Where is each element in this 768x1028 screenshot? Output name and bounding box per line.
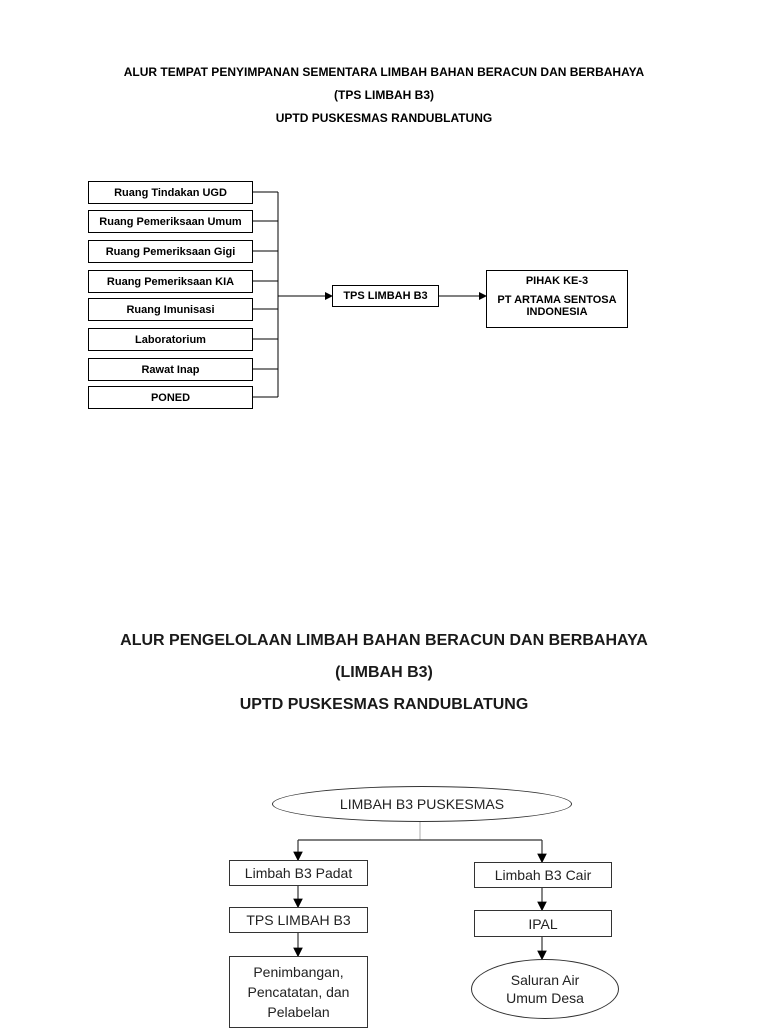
penimbangan-box: Penimbangan, Pencatatan, dan Pelabelan	[229, 956, 368, 1028]
section1-title-line1: ALUR TEMPAT PENYIMPANAN SEMENTARA LIMBAH BAHAN BERACUN DAN BERBAHAYA	[123, 65, 645, 79]
ipal-box: IPAL	[474, 910, 612, 937]
section1-title-line3: UPTD PUSKESMAS RANDUBLATUNG	[275, 111, 493, 125]
section2-title-line3: UPTD PUSKESMAS RANDUBLATUNG	[239, 696, 529, 713]
source-ruang-pemeriksaan-kia: Ruang Pemeriksaan KIA	[88, 270, 253, 293]
section1-title-line2: (TPS LIMBAH B3)	[334, 88, 434, 102]
saluran-air-umum-desa-ellipse: Saluran Air Umum Desa	[471, 959, 619, 1019]
source-ruang-pemeriksaan-umum: Ruang Pemeriksaan Umum	[88, 210, 253, 233]
source-rawat-inap: Rawat Inap	[88, 358, 253, 381]
section2-title-line1: ALUR PENGELOLAAN LIMBAH BAHAN BERACUN DAN BERBAHAYA	[120, 632, 648, 649]
limbah-b3-padat-box: Limbah B3 Padat	[229, 860, 368, 886]
limbah-b3-cair-box: Limbah B3 Cair	[474, 862, 612, 888]
tps-limbah-b3-box: TPS LIMBAH B3	[332, 285, 439, 307]
third-party-box	[486, 270, 628, 328]
source-ruang-tindakan-ugd: Ruang Tindakan UGD	[88, 181, 253, 204]
left-tps-limbah-b3-box: TPS LIMBAH B3	[229, 907, 368, 933]
third-party-title: PIHAK KE-3	[525, 275, 589, 287]
source-laboratorium: Laboratorium	[88, 328, 253, 351]
source-ruang-pemeriksaan-gigi: Ruang Pemeriksaan Gigi	[88, 240, 253, 263]
third-party-name: PT ARTAMA SENTOSA INDONESIA	[497, 294, 617, 318]
section2-title-line2: (LIMBAH B3)	[335, 664, 433, 681]
source-ruang-imunisasi: Ruang Imunisasi	[88, 298, 253, 321]
root-limbah-b3-puskesmas: LIMBAH B3 PUSKESMAS	[272, 786, 572, 822]
source-poned: PONED	[88, 386, 253, 409]
